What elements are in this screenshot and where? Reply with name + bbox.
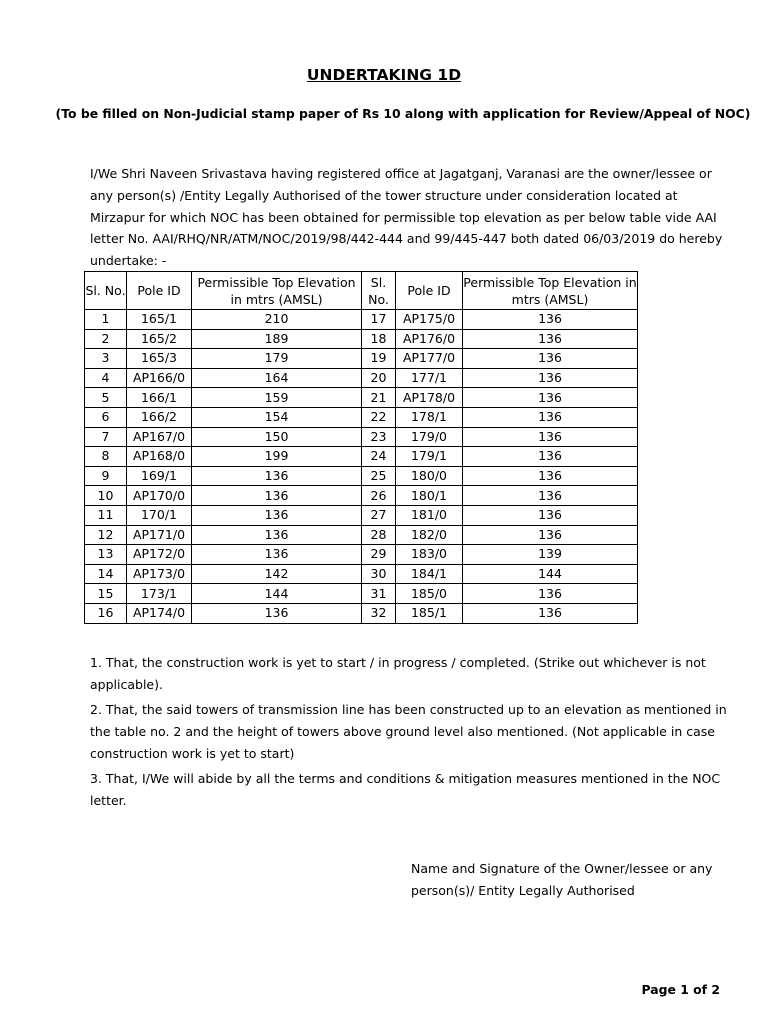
document-title: UNDERTAKING 1D <box>306 66 462 84</box>
pole-id-cell: 180/0 <box>396 466 463 486</box>
elevation-cell: 154 <box>192 407 362 427</box>
pole-id-cell: 170/1 <box>127 505 192 525</box>
clause-2: 2. That, the said towers of transmission line has been constructed up to an elevation as mentioned in the table no. 2 and the height of towers above ground level also mentioned. (Not applicable in case construction work is yet to start) <box>90 702 727 761</box>
pole-id-cell: 166/1 <box>127 388 192 408</box>
elevation-cell: 136 <box>192 545 362 565</box>
table-row <box>85 505 638 525</box>
pole-id-cell: 184/1 <box>396 564 463 584</box>
pole-id-cell: 179/0 <box>396 427 463 447</box>
elevation-cell: 136 <box>192 525 362 545</box>
document-subtitle: (To be filled on Non-Judicial stamp paper of Rs 10 along with application for Review/Appeal of NOC) <box>55 106 751 121</box>
elevation-cell: 164 <box>192 368 362 388</box>
elevation-cell: 189 <box>192 329 362 349</box>
elevation-cell: 136 <box>192 466 362 486</box>
elevation-cell: 136 <box>463 407 638 427</box>
sl-no-cell: 7 <box>85 427 127 447</box>
elevation-cell: 210 <box>192 310 362 330</box>
pole-id-cell: 177/1 <box>396 368 463 388</box>
sl-no-cell: 15 <box>85 584 127 604</box>
sl-no-cell: 26 <box>362 486 396 506</box>
elevation-cell: 144 <box>192 584 362 604</box>
sl-no-cell: 28 <box>362 525 396 545</box>
elevation-cell: 199 <box>192 447 362 467</box>
pole-id-cell: 179/1 <box>396 447 463 467</box>
sl-no-cell: 9 <box>85 466 127 486</box>
pole-id-cell: 182/0 <box>396 525 463 545</box>
elevation-cell: 136 <box>463 584 638 604</box>
sl-no-cell: 19 <box>362 349 396 369</box>
signature-line-2: person(s)/ Entity Legally Authorised <box>411 882 635 898</box>
table-row <box>85 427 638 447</box>
sl-no-cell: 31 <box>362 584 396 604</box>
sl-no-cell: 10 <box>85 486 127 506</box>
pole-id-cell: 185/0 <box>396 584 463 604</box>
sl-no-cell: 22 <box>362 407 396 427</box>
table-body <box>85 310 638 624</box>
pole-id-cell: 166/2 <box>127 407 192 427</box>
elevation-cell: 136 <box>192 505 362 525</box>
table-row <box>85 584 638 604</box>
elevation-cell: 136 <box>463 349 638 369</box>
pole-id-cell: 178/1 <box>396 407 463 427</box>
table-row <box>85 388 638 408</box>
pole-id-cell: 165/2 <box>127 329 192 349</box>
elevation-cell: 136 <box>463 505 638 525</box>
pole-id-cell: 185/1 <box>396 603 463 623</box>
header-pole-id: Pole ID <box>127 272 192 310</box>
elevation-cell: 179 <box>192 349 362 369</box>
header-pole-id: Pole ID <box>396 272 463 310</box>
elevation-cell: 136 <box>463 368 638 388</box>
sl-no-cell: 13 <box>85 545 127 565</box>
elevation-cell: 159 <box>192 388 362 408</box>
table-row <box>85 407 638 427</box>
pole-id-cell: 165/3 <box>127 349 192 369</box>
elevation-cell: 136 <box>463 427 638 447</box>
pole-id-cell: AP168/0 <box>127 447 192 467</box>
signature-line-1: Name and Signature of the Owner/lessee or any <box>411 861 713 876</box>
elevation-cell: 136 <box>192 486 362 506</box>
elevation-cell: 144 <box>463 564 638 584</box>
pole-id-cell: AP172/0 <box>127 545 192 565</box>
page-number: Page 1 of 2 <box>641 982 720 997</box>
sl-no-cell: 18 <box>362 329 396 349</box>
table-row <box>85 466 638 486</box>
sl-no-cell: 4 <box>85 368 127 388</box>
sl-no-cell: 8 <box>85 447 127 467</box>
elevation-cell: 136 <box>463 525 638 545</box>
sl-no-cell: 12 <box>85 525 127 545</box>
sl-no-cell: 30 <box>362 564 396 584</box>
pole-id-cell: AP177/0 <box>396 349 463 369</box>
sl-no-cell: 20 <box>362 368 396 388</box>
elevation-cell: 136 <box>463 447 638 467</box>
elevation-cell: 136 <box>463 310 638 330</box>
table-row <box>85 564 638 584</box>
elevation-cell: 150 <box>192 427 362 447</box>
sl-no-cell: 23 <box>362 427 396 447</box>
table-row <box>85 525 638 545</box>
pole-id-cell: AP170/0 <box>127 486 192 506</box>
header-elevation: Permissible Top Elevation in mtrs (AMSL) <box>192 272 362 310</box>
sl-no-cell: 21 <box>362 388 396 408</box>
elevation-cell: 136 <box>463 603 638 623</box>
sl-no-cell: 11 <box>85 505 127 525</box>
header-elevation: Permissible Top Elevation in mtrs (AMSL) <box>463 272 638 310</box>
pole-id-cell: 173/1 <box>127 584 192 604</box>
sl-no-cell: 17 <box>362 310 396 330</box>
table-row <box>85 603 638 623</box>
table-header-row <box>85 272 638 310</box>
clause-1: 1. That, the construction work is yet to start / in progress / completed. (Strike out whichever is not applicable). <box>90 655 706 692</box>
sl-no-cell: 5 <box>85 388 127 408</box>
sl-no-cell: 29 <box>362 545 396 565</box>
table-row <box>85 447 638 467</box>
elevation-cell: 139 <box>463 545 638 565</box>
pole-elevation-table <box>84 271 638 624</box>
intro-paragraph: I/We Shri Naveen Srivastava having registered office at Jagatganj, Varanasi are the owner/lessee or any person(s) /Entity Legally Authorised of the tower structure under consideration located at Mirzapur for which NOC has been obtained for permissible top elevation as per below table vide AAI letter No. AAI/RHQ/NR/ATM/NOC/2019/98/442-444 and 99/445-447 both dated 06/03/2019 do hereby undertake: - <box>90 166 723 269</box>
sl-no-cell: 2 <box>85 329 127 349</box>
sl-no-cell: 1 <box>85 310 127 330</box>
pole-id-cell: 169/1 <box>127 466 192 486</box>
pole-id-cell: AP174/0 <box>127 603 192 623</box>
sl-no-cell: 14 <box>85 564 127 584</box>
elevation-cell: 136 <box>463 329 638 349</box>
table-row <box>85 545 638 565</box>
elevation-cell: 136 <box>192 603 362 623</box>
signature-block <box>411 858 741 901</box>
pole-id-cell: 165/1 <box>127 310 192 330</box>
sl-no-cell: 3 <box>85 349 127 369</box>
table-row <box>85 329 638 349</box>
pole-id-cell: 183/0 <box>396 545 463 565</box>
sl-no-cell: 27 <box>362 505 396 525</box>
table-row <box>85 486 638 506</box>
pole-id-cell: AP171/0 <box>127 525 192 545</box>
table-row <box>85 368 638 388</box>
pole-id-cell: 181/0 <box>396 505 463 525</box>
table-row <box>85 349 638 369</box>
sl-no-cell: 16 <box>85 603 127 623</box>
pole-id-cell: AP166/0 <box>127 368 192 388</box>
pole-id-cell: 180/1 <box>396 486 463 506</box>
elevation-cell: 136 <box>463 486 638 506</box>
header-sl-no: Sl. No. <box>362 272 396 310</box>
header-sl-no: Sl. No. <box>85 272 127 310</box>
sl-no-cell: 25 <box>362 466 396 486</box>
sl-no-cell: 24 <box>362 447 396 467</box>
pole-id-cell: AP167/0 <box>127 427 192 447</box>
elevation-cell: 142 <box>192 564 362 584</box>
pole-id-cell: AP178/0 <box>396 388 463 408</box>
pole-id-cell: AP173/0 <box>127 564 192 584</box>
clause-3: 3. That, I/We will abide by all the terms and conditions & mitigation measures mentioned in the NOC letter. <box>90 770 721 808</box>
sl-no-cell: 6 <box>85 407 127 427</box>
elevation-cell: 136 <box>463 466 638 486</box>
sl-no-cell: 32 <box>362 603 396 623</box>
pole-id-cell: AP176/0 <box>396 329 463 349</box>
pole-id-cell: AP175/0 <box>396 310 463 330</box>
elevation-cell: 136 <box>463 388 638 408</box>
table-row <box>85 310 638 330</box>
undertaking-clauses <box>90 652 730 815</box>
